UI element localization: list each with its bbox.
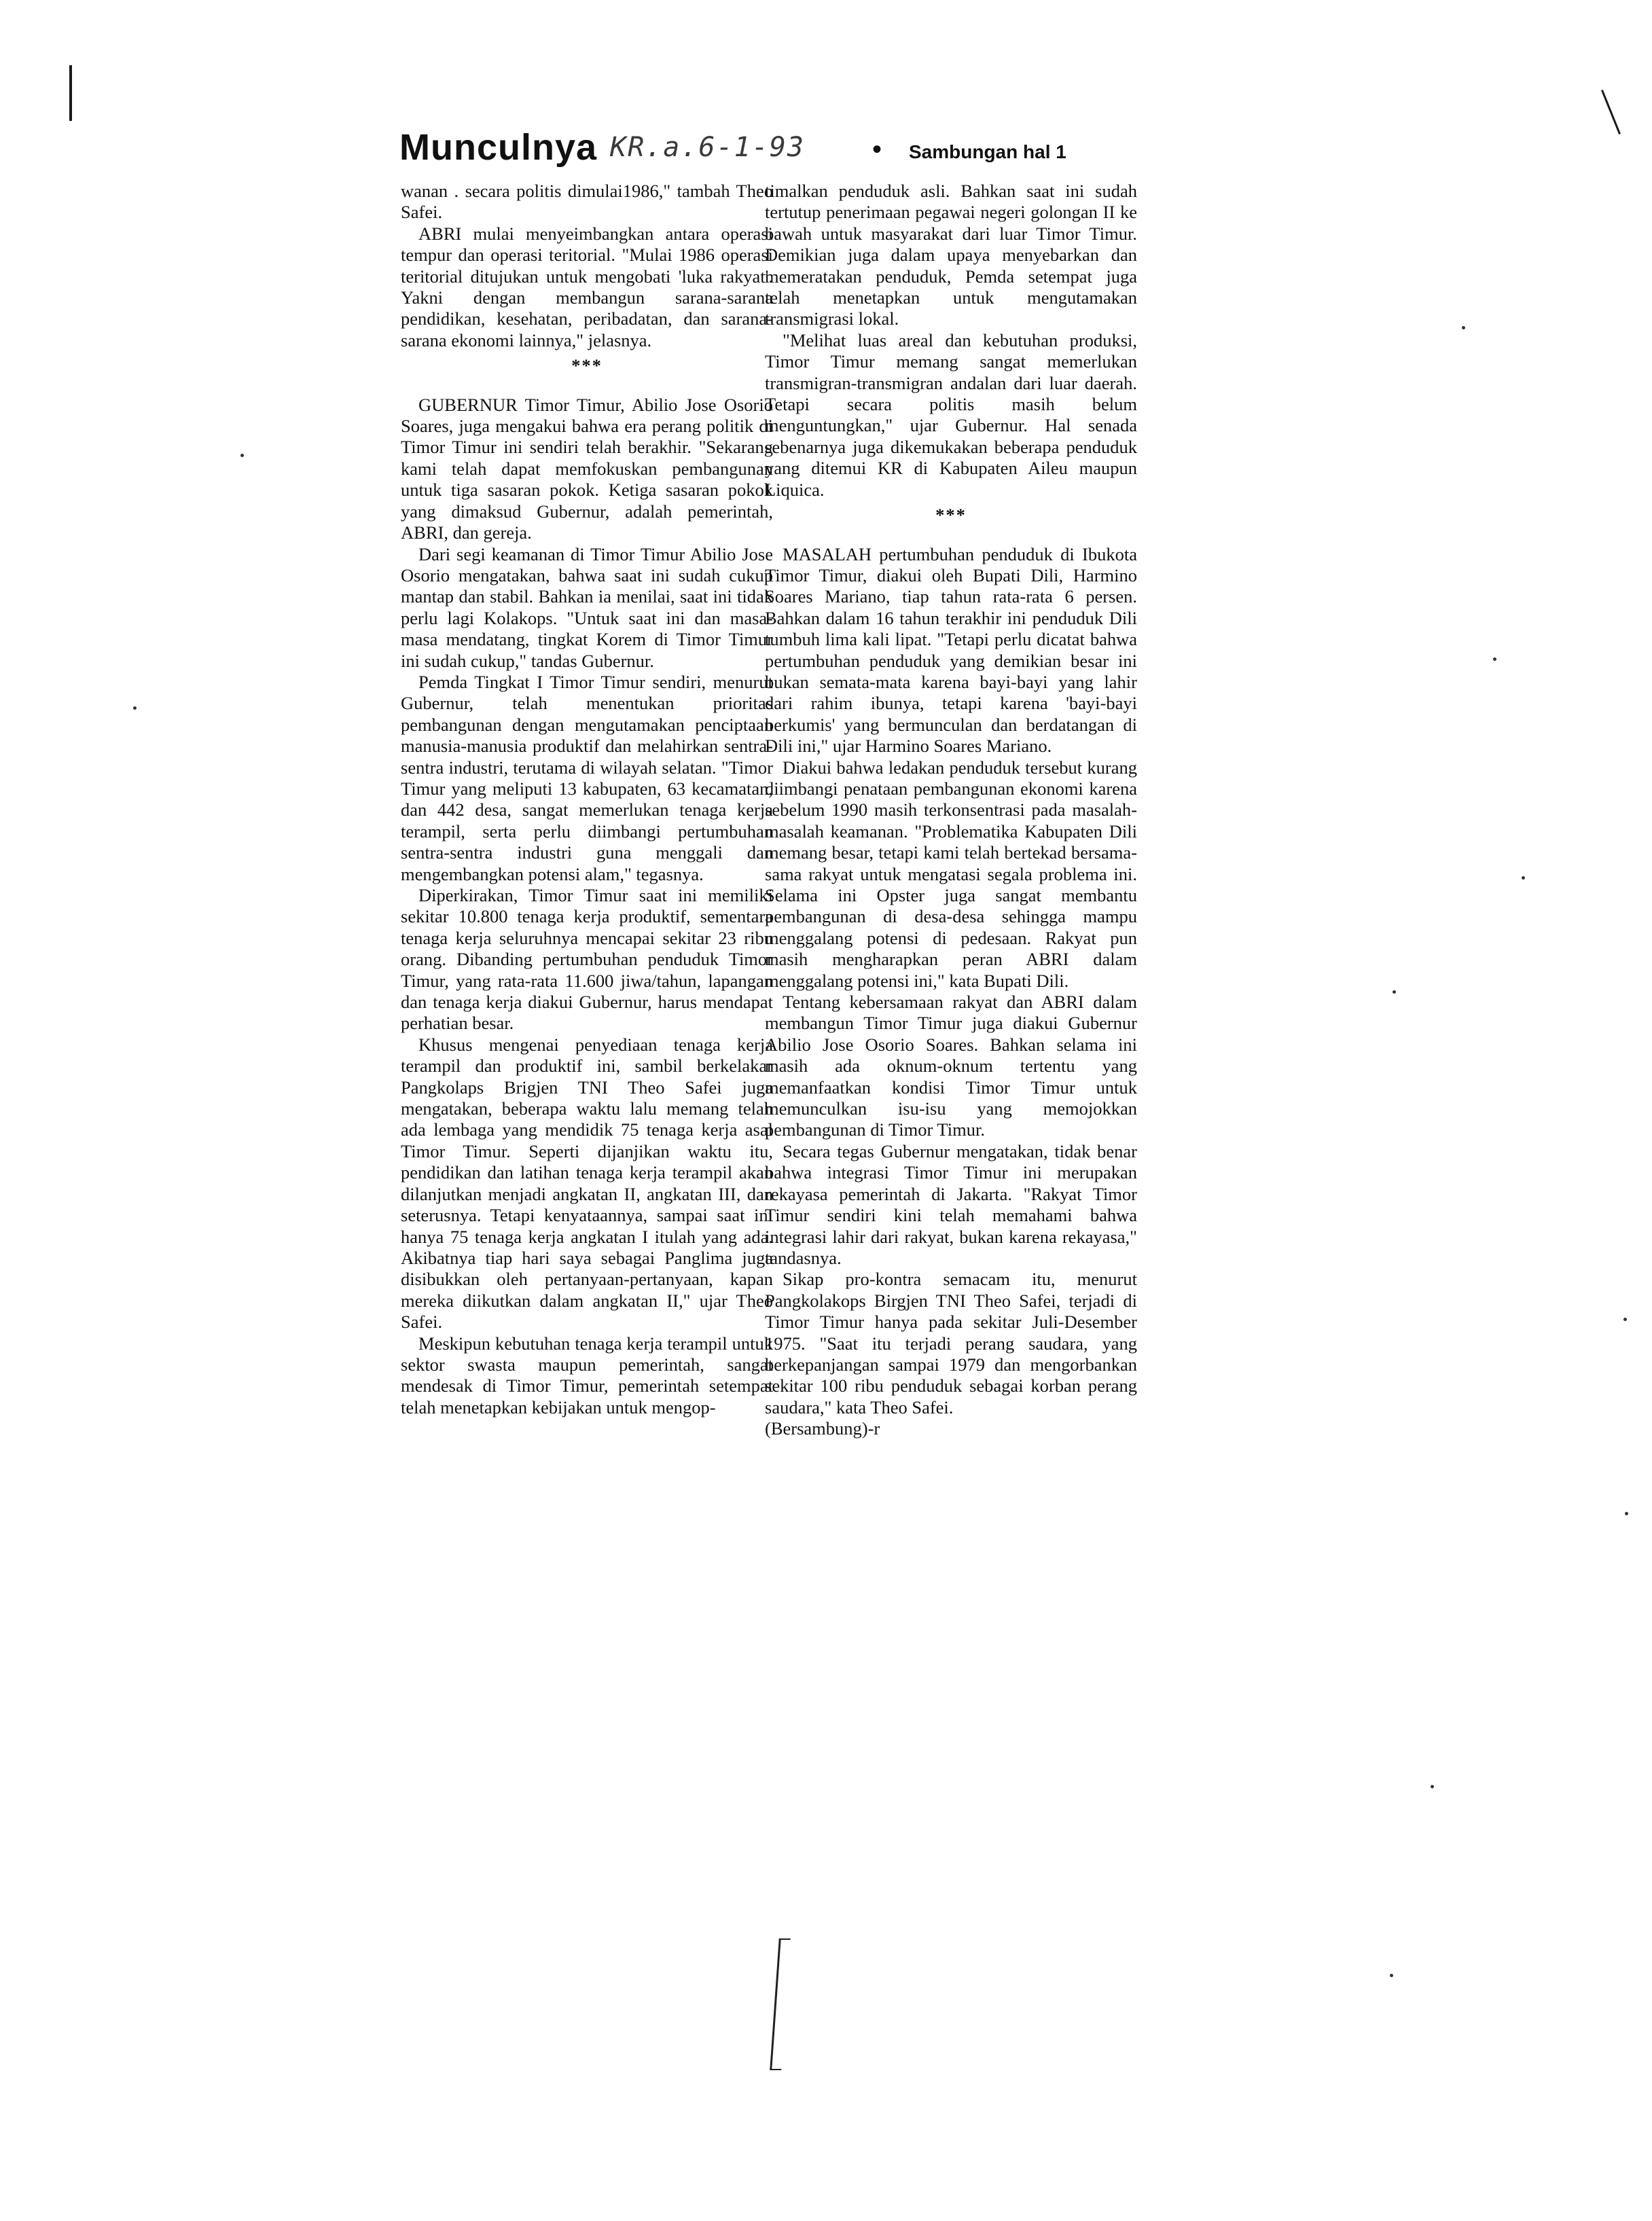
scan-speck (1431, 1785, 1434, 1788)
paragraph: Tentang kebersamaan rakyat dan ABRI dalam membangun Timor Timur juga diakui Gubernur Abilio Jose Osorio Soares. Bahkan selama ini masih ada oknum-oknum tertentu yang memanfaatkan kondisi Timor Timur untuk memunculkan isu-isu yang memojokkan pembangunan di Timor Timur. (765, 992, 1137, 1140)
scan-speck (133, 706, 137, 710)
handwritten-bracket-mark (770, 1938, 791, 2070)
paragraph: Sikap pro-kontra semacam itu, menurut Pangkolakops Birgjen TNI Theo Safei, terjadi di Timor Timur hanya pada sekitar Juli-Desember 1975. "Saat itu terjadi perang saudara, yang berkepanjangan sampai 1979 dan mengorbankan sekitar 100 ribu penduduk sebagai korban perang saudara," kata Theo Safei. (765, 1269, 1137, 1418)
paragraph: Pemda Tingkat I Timor Timur sendiri, menurut Gubernur, telah menentukan prioritas pembangunan dengan mengutamakan penciptaan manusia-manusia produktif dan melahirkan sentra-sentra industri, terutama di wilayah selatan. "Timor Timur yang meliputi 13 kabupaten, 63 kecamatan, dan 442 desa, sangat memerlukan tenaga kerja terampil, serta perlu diimbangi pertumbuhan sentra-sentra industri guna menggali dan mengembangkan potensi alam," tegasnya. (401, 671, 773, 884)
paragraph: Khusus mengenai penyediaan tenaga kerja terampil dan produktif ini, sambil berkelakar Pangkolaps Brigjen TNI Theo Safei juga mengatakan, beberapa waktu lalu memang telah ada lembaga yang mendidik 75 tenaga kerja asal Timor Timur. Seperti dijanjikan waktu itu, pendidikan dan latihan tenaga kerja terampil akan dilanjutkan menjadi angkatan II, angkatan III, dan seterusnya. Tetapi kenyataannya, sampai saat ini hanya 75 tenaga kerja angkatan I itulah yang ada. Akibatnya tiap hari saya sebagai Panglima juga disibukkan oleh pertanyaan-pertanyaan, kapan mereka diikutkan dalam angkatan II," ujar Theo Safei. (401, 1034, 773, 1333)
paragraph: GUBERNUR Timor Timur, Abilio Jose Osorio Soares, juga mengakui bahwa era perang politik di Timor Timur ini sendiri telah berakhir. "Sekarang kami telah dapat memfokuskan pembangunan untuk tiga sasaran pokok. Ketiga sasaran pokok yang dimaksud Gubernur, adalah pemerintah, ABRI, dan gereja. (401, 394, 773, 543)
scan-speck (240, 454, 244, 457)
scan-speck (1390, 1974, 1393, 1977)
scan-speck (1462, 326, 1465, 329)
scan-mark-right (1601, 90, 1621, 134)
article-column-left (401, 181, 773, 1418)
paragraph: Diperkirakan, Timor Timur saat ini memiliki sekitar 10.800 tenaga kerja produktif, sementara tenaga kerja seluruhnya mencapai sekitar 23 ribu orang. Dibanding pertumbuhan penduduk Timor Timur, yang rata-rata 11.600 jiwa/tahun, lapangan dan tenaga kerja diakui Gubernur, harus mendapat perhatian besar. (401, 885, 773, 1034)
scan-speck (1623, 1318, 1627, 1321)
paragraph: Meskipun kebutuhan tenaga kerja terampil untuk sektor swasta maupun pemerintah, sangat mendesak di Timor Timur, pemerintah setempat telah menetapkan kebijakan untuk mengop- (401, 1333, 773, 1418)
article-signoff: (Bersambung)-r (765, 1418, 880, 1439)
scan-speck (1522, 876, 1525, 880)
header-bullet: • (872, 134, 882, 164)
continuation-label: Sambungan hal 1 (909, 141, 1066, 162)
paragraph: "Melihat luas areal dan kebutuhan produksi, Timor Timur memang sangat memerlukan transmigran-transmigran andalan dari luar daerah. Tetapi secara politis masih belum menguntungkan," ujar Gubernur. Hal senada sebenarnya juga dikemukakan beberapa penduduk yang ditemui KR di Kabupaten Aileu maupun Liquica. (765, 329, 1137, 500)
paragraph: ABRI mulai menyeimbangkan antara operasi tempur dan operasi teritorial. "Mulai 1986 operasi teritorial ditujukan untuk mengobati 'luka rakyat'. Yakni dengan membangun sarana-sarana pendidikan, kesehatan, peribadatan, dan sarana-sarana ekonomi lainnya," jelasnya. (401, 223, 773, 350)
paragraph: Dari segi keamanan di Timor Timur Abilio Jose Osorio mengatakan, bahwa saat ini sudah cukup mantap dan stabil. Bahkan ia menilai, saat ini tidak perlu lagi Kolakops. "Untuk saat ini dan masa-masa mendatang, tingkat Korem di Timor Timur ini sudah cukup," tandas Gubernur. (401, 543, 773, 671)
scan-speck (1493, 657, 1496, 661)
section-separator: *** (935, 505, 967, 526)
section-separator: *** (571, 355, 603, 376)
paragraph: MASALAH pertumbuhan penduduk di Ibukota Timor Timur, diakui oleh Bupati Dili, Harmino Soares Mariano, tiap tahun rata-rata 6 persen. Bahkan dalam 16 tahun terakhir ini penduduk Dili tumbuh lima kali lipat. "Tetapi perlu dicatat bahwa pertumbuhan penduduk yang demikian besar ini bukan semata-mata karena bayi-bayi yang lahir dari rahim ibunya, tetapi karena 'bayi-bayi berkumis' yang bermunculan dan berdatangan di Dili ini," ujar Harmino Soares Mariano. (765, 543, 1137, 757)
scan-mark-left (69, 65, 72, 121)
paragraph: wanan . secara politis dimulai1986," tambah Theo Safei. (401, 181, 773, 223)
scan-speck (1625, 1512, 1628, 1515)
paragraph: Secara tegas Gubernur mengatakan, tidak benar bahwa integrasi Timor Timur ini merupakan rekayasa pemerintah di Jakarta. "Rakyat Timor Timur sendiri kini telah memahami bahwa integrasi lahir dari rakyat, bukan karena rekayasa," tandasnya. (765, 1140, 1137, 1268)
article-column-right (765, 181, 1137, 1440)
paragraph: timalkan penduduk asli. Bahkan saat ini sudah tertutup penerimaan pegawai negeri golongan II ke bawah untuk masyarakat dari luar Timor Timur. Demikian juga dalam upaya menyebarkan dan memeratakan penduduk, Pemda setempat juga telah menetapkan untuk mengutamakan transmigrasi lokal. (765, 181, 1137, 329)
paragraph: Diakui bahwa ledakan penduduk tersebut kurang diimbangi penataan pembangunan ekonomi karena sebelum 1990 masih terkonsentrasi pada masalah-masalah keamanan. "Problematika Kabupaten Dili memang besar, tetapi kami telah bertekad bersama-sama rakyat untuk mengatasi segala problema ini. Selama ini Opster juga sangat membantu pembangunan di desa-desa sehingga mampu menggalang potensi di pedesaan. Rakyat pun masih mengharapkan peran ABRI dalam menggalang potensi ini," kata Bupati Dili. (765, 757, 1137, 991)
scan-speck (1393, 990, 1396, 994)
article-headline: Munculnya (399, 127, 598, 168)
handwritten-date-note: KR.a.6-1-93 (610, 132, 805, 163)
